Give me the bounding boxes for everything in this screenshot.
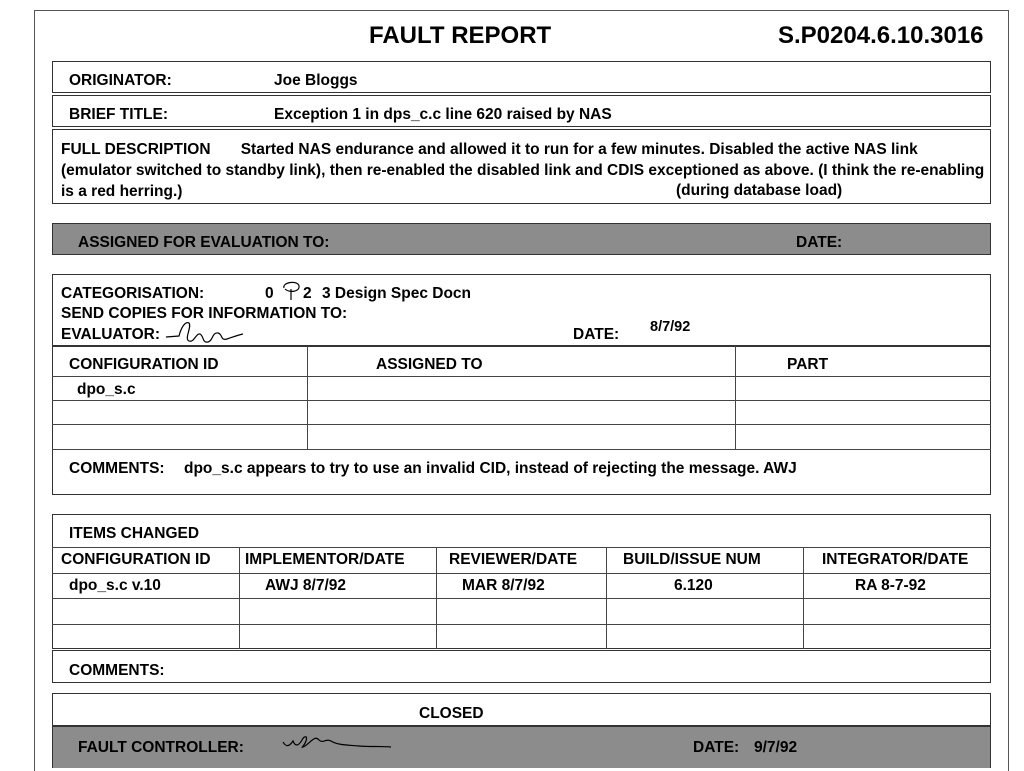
comments2-label: COMMENTS: [69,662,165,679]
full-description-note: (during database load) [676,182,843,199]
evaluator-signature [165,319,245,345]
assigned-eval-date-label: DATE: [796,234,843,251]
category-0: 0 [265,285,274,302]
category-rest: 3 Design Spec Docn [322,285,472,302]
items-row-1-build: 6.120 [674,577,713,594]
brief-title-value: Exception 1 in dps_c.c line 620 raised by NAS [274,106,612,123]
items-header-build: BUILD/ISSUE NUM [623,551,761,568]
comments1-label: COMMENTS: [69,460,165,477]
send-copies-label: SEND COPIES FOR INFORMATION TO: [61,305,348,322]
category-1-circled-mark [281,279,303,301]
items-header-implementor: IMPLEMENTOR/DATE [245,551,405,568]
fault-controller-date-label: DATE: [693,739,740,756]
full-description-text: Started NAS endurance and allowed it to run for a few minutes. Disabled the active NAS link (emulator switched to standby link), then re-enabled the disabled link and CDIS exceptioned as above. (I think the re-enabling is a red herring.) [61,141,985,200]
fault-controller-label: FAULT CONTROLLER: [78,739,244,756]
page-title: FAULT REPORT [369,22,552,49]
full-description-label: FULL DESCRIPTION [61,141,211,158]
comments1-text: dpo_s.c appears to try to use an invalid CID, instead of rejecting the message. AWJ [184,460,797,477]
report-id: S.P0204.6.10.3016 [778,22,984,49]
originator-value: Joe Bloggs [274,72,358,89]
full-description [61,139,986,202]
config-header-id: CONFIGURATION ID [69,356,219,373]
comments2-box [52,650,991,683]
originator-box [52,61,991,93]
items-changed-label: ITEMS CHANGED [69,525,200,542]
evaluator-date-value: 8/7/92 [650,319,691,335]
fault-controller-date-value: 9/7/92 [754,739,798,756]
originator-label: ORIGINATOR: [69,72,172,89]
items-row-1-reviewer: MAR 8/7/92 [462,577,545,594]
items-row-1-implementor: AWJ 8/7/92 [265,577,346,594]
closed-box [52,693,991,726]
items-row-1-integrator: RA 8-7-92 [855,577,926,594]
categorisation-label: CATEGORISATION: [61,285,205,302]
evaluator-label: EVALUATOR: [61,326,161,343]
items-row-1-config-id: dpo_s.c v.10 [69,577,161,594]
items-header-config-id: CONFIGURATION ID [61,551,211,568]
config-header-part: PART [787,356,829,373]
items-header-integrator: INTEGRATOR/DATE [822,551,969,568]
closed-label: CLOSED [419,705,484,722]
category-2: 2 [303,285,312,302]
items-header-reviewer: REVIEWER/DATE [449,551,578,568]
assigned-eval-label: ASSIGNED FOR EVALUATION TO: [78,234,330,251]
fault-controller-signature [281,732,393,754]
evaluator-date-label: DATE: [573,326,620,343]
config-row-1-id: dpo_s.c [77,381,136,398]
brief-title-label: BRIEF TITLE: [69,106,169,123]
config-header-assigned: ASSIGNED TO [376,356,483,373]
